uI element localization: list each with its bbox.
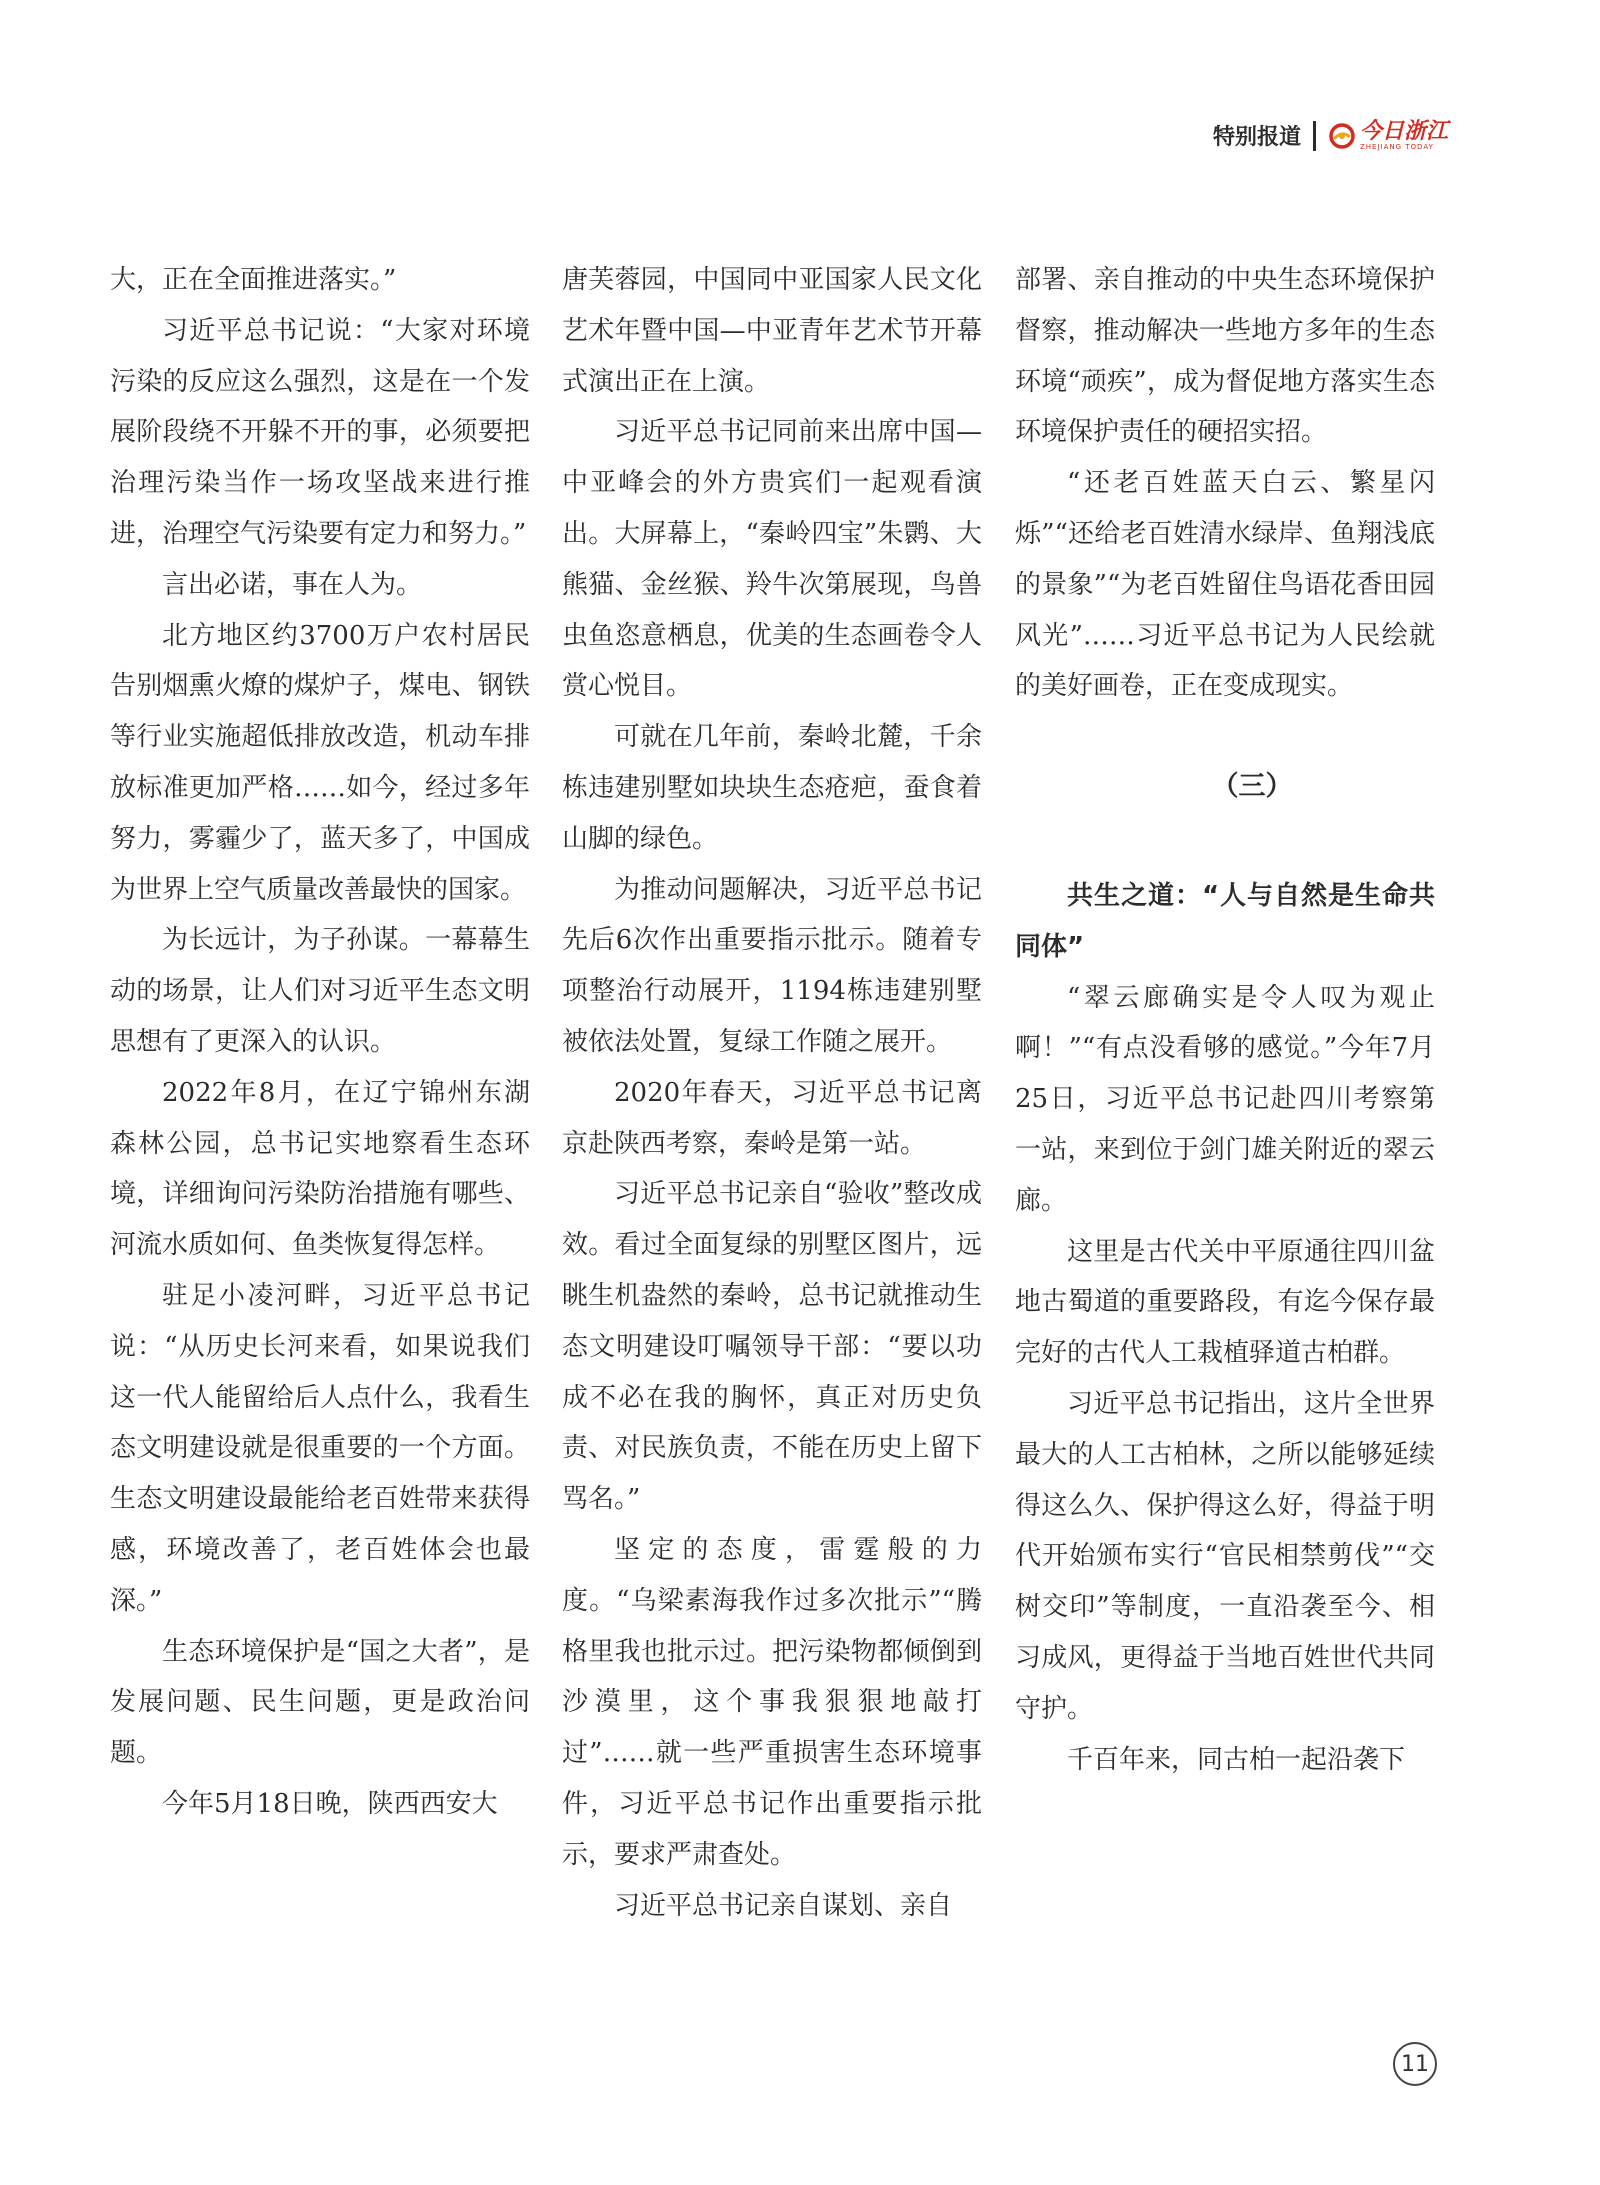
paragraph: 生态环境保护是“国之大者”，是发展问题、民生问题，更是政治问题。	[110, 1636, 530, 1769]
paragraph: 部署、亲自推动的中央生态环境保护督察，推动解决一些地方多年的生态环境“顽疾”，成为督促地方落实生态环境保护责任的硬招实招。	[1015, 265, 1435, 448]
part-number: （三）	[1211, 771, 1293, 803]
paragraph: 坚定的态度，雷霆般的力度。“乌梁素海我作过多次批示”“腾格里我也批示过。把污染物都倾倒到沙漠里，这个事我狠狠地敲打过”……就一些严重损害生态环境事件，习近平总书记作出重要指示批示，要求严肃查处。	[562, 1534, 982, 1870]
column-3	[1015, 255, 1435, 1785]
paragraph: 习近平总书记亲自谋划、亲自	[614, 1890, 953, 1921]
paragraph: 习近平总书记同前来出席中国—中亚峰会的外方贵宾们一起观看演出。大屏幕上，“秦岭四宝”朱鹮、大熊猫、金丝猴、羚牛次第展现，鸟兽虫鱼恣意栖息，优美的生态画卷令人赏心悦目。	[562, 417, 982, 702]
paragraph: 千百年来，同古柏一起沿袭下	[1067, 1744, 1406, 1775]
paragraph: 2022年8月，在辽宁锦州东湖森林公园，总书记实地察看生态环境，详细询问污染防治措施有哪些、河流水质如何、鱼类恢复得怎样。	[110, 1077, 530, 1261]
sun-swirl-icon	[1328, 122, 1356, 150]
publication-logo	[1328, 120, 1448, 151]
paragraph: 言出必诺，事在人为。	[162, 569, 423, 600]
paragraph: 习近平总书记亲自“验收”整改成效。看过全面复绿的别墅区图片，远眺生机盎然的秦岭，总书记就推动生态文明建设叮嘱领导干部：“要以功成不必在我的胸怀，真正对历史负责、对民族负责，不能在历史上留下骂名。”	[562, 1179, 982, 1515]
paragraph: 习近平总书记说：“大家对环境污染的反应这么强烈，这是在一个发展阶段绕不开躲不开的事，必须要把治理污染当作一场攻坚战来进行推进，治理空气污染要有定力和努力。”	[110, 315, 530, 549]
paragraph: 驻足小凌河畔，习近平总书记说：“从历史长河来看，如果说我们这一代人能留给后人点什么，我看生态文明建设就是很重要的一个方面。生态文明建设最能给老百姓带来获得感，环境改善了，老百姓体会也最深。”	[110, 1280, 530, 1616]
paragraph: 为长远计，为子孙谋。一幕幕生动的场景，让人们对习近平生态文明思想有了更深入的认识。	[110, 925, 530, 1057]
header-divider	[1313, 121, 1316, 151]
paragraph: 大，正在全面推进落实。”	[110, 265, 397, 295]
logo-english: ZHEJIANG TODAY	[1359, 143, 1434, 151]
paragraph: 可就在几年前，秦岭北麓，千余栋违建别墅如块块生态疮疤，蚕食着山脚的绿色。	[562, 722, 982, 854]
paragraph: 这里是古代关中平原通往四川盆地古蜀道的重要路段，有迄今保存最完好的古代人工栽植驿道古柏群。	[1015, 1236, 1435, 1369]
paragraph: “翠云廊确实是令人叹为观止啊！”“有点没看够的感觉。”今年7月25日，习近平总书记赴四川考察第一站，来到位于剑门雄关附近的翠云廊。	[1015, 982, 1435, 1216]
paragraph: 2020年春天，习近平总书记离京赴陕西考察，秦岭是第一站。	[562, 1077, 982, 1159]
paragraph: “还老百姓蓝天白云、繁星闪烁”“还给老百姓清水绿岸、鱼翔浅底的景象”“为老百姓留住鸟语花香田园风光”……习近平总书记为人民绘就的美好画卷，正在变成现实。	[1015, 468, 1435, 702]
page-header	[1213, 120, 1448, 151]
paragraph: 今年5月18日晚，陕西西安大	[162, 1788, 498, 1819]
column-1	[110, 255, 530, 1830]
page-number: 11	[1393, 2042, 1437, 2086]
paragraph: 为推动问题解决，习近平总书记先后6次作出重要指示批示。随着专项整治行动展开，1194栋违建别墅被依法处置，复绿工作随之展开。	[562, 874, 982, 1057]
paragraph: 唐芙蓉园，中国同中亚国家人民文化艺术年暨中国—中亚青年艺术节开幕式演出正在上演。	[562, 265, 982, 397]
logo-chinese: 今日浙江	[1359, 118, 1448, 144]
section-subheading: 共生之道：“人与自然是生命共同体”	[1015, 880, 1435, 962]
paragraph: 习近平总书记指出，这片全世界最大的人工古柏林，之所以能够延续得这么久、保护得这么好，得益于明代开始颁布实行“官民相禁剪伐”“交树交印”等制度，一直沿袭至今、相习成风，更得益于当地百姓世代共同守护。	[1015, 1388, 1435, 1724]
column-2	[562, 255, 982, 1931]
paragraph: 北方地区约3700万户农村居民告别烟熏火燎的煤炉子，煤电、钢铁等行业实施超低排放改造，机动车排放标准更加严格……如今，经过多年努力，雾霾少了，蓝天多了，中国成为世界上空气质量改善最快的国家。	[110, 620, 530, 905]
section-label: 特别报道	[1212, 125, 1301, 150]
